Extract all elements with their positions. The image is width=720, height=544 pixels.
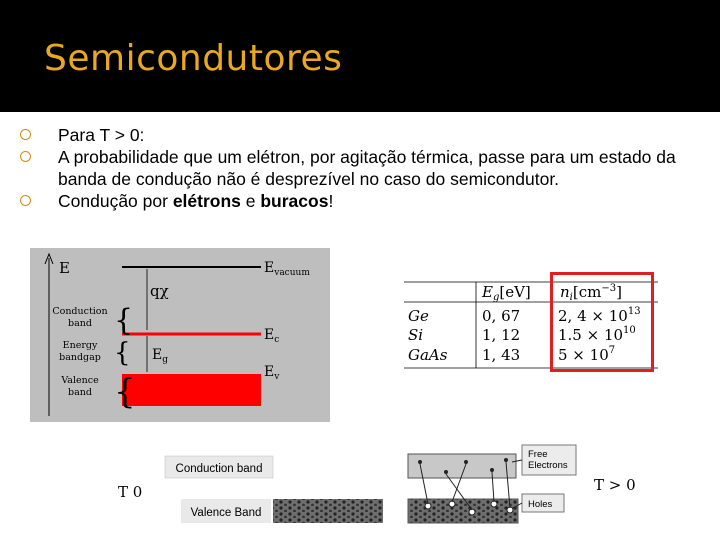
- bullet-text: Para T > 0:: [58, 125, 145, 145]
- bullet-ring-icon: [20, 151, 31, 162]
- eg-label: $E_g$: [152, 347, 168, 365]
- bullet-ring-icon: [20, 129, 31, 140]
- brace-icon: {: [114, 372, 136, 412]
- table-cell-eg: 0, 67: [482, 307, 521, 325]
- bullet-bold-holes: buracos: [260, 191, 329, 211]
- band-filling-svg: [0, 440, 720, 540]
- conduction-band-label: Conduction band: [175, 463, 263, 475]
- table-cell-ni: $1.5 \times 10^{10}$: [558, 325, 636, 344]
- bullet-item: [8, 146, 708, 190]
- valence-band-dotted-fill: [273, 499, 383, 523]
- free-electron-dot: [490, 468, 494, 472]
- title-bar: [0, 0, 720, 112]
- ni-highlight-box: [550, 272, 654, 372]
- bullet-ring-icon: [20, 195, 31, 206]
- free-electron-dot: [504, 458, 508, 462]
- evacuum-label: $E_{vacuum}$: [264, 260, 310, 278]
- bullet-text-suffix: !: [328, 191, 334, 211]
- qchi-label: qχ: [150, 282, 169, 300]
- bullet-text: A probabilidade que um elétron, por agitação térmica, passe para um estado da banda de condução não é desprezível no caso do semicondutor.: [58, 147, 676, 189]
- table-cell-ni: $5 \times 10^7$: [558, 345, 616, 364]
- energy-axis-label: E: [59, 259, 70, 277]
- brace-icon: {: [114, 303, 134, 338]
- table-cell-eg: 1, 43: [482, 346, 521, 364]
- slide-title: Semicondutores: [44, 38, 343, 79]
- table-cell-eg: 1, 12: [482, 326, 521, 344]
- band-diagram-svg: [30, 248, 330, 422]
- bullet-bold-electrons: elétrons: [172, 191, 241, 211]
- table-cell-material: GaAs: [408, 346, 448, 364]
- bullet-item: [8, 124, 708, 146]
- brace-icon: {: [114, 338, 131, 368]
- bullet-text-mid: e: [240, 191, 261, 211]
- free-electron-dot: [418, 460, 422, 464]
- tgt0-label: T > 0: [594, 476, 636, 494]
- energy-bandgap-label: Energy bandgap: [59, 340, 101, 363]
- valence-band-label: Valence band: [61, 375, 99, 398]
- ec-label: $E_c$: [264, 327, 280, 345]
- valence-band-fill: [122, 374, 261, 406]
- free-electrons-label: Free Electrons: [528, 449, 568, 471]
- header-eg: $E_g[eV]$: [482, 283, 531, 303]
- table-cell-material: Ge: [408, 307, 429, 325]
- free-electron-dot: [444, 470, 448, 474]
- table-cell-material: Si: [408, 326, 424, 344]
- free-electron-dot: [464, 460, 468, 464]
- header-ni: $n_i[cm^{-3}]$: [560, 283, 622, 303]
- valence-band-label: Valence Band: [190, 507, 262, 519]
- band-diagram: [30, 248, 330, 422]
- valence-band-dotted-fill-heated: [408, 499, 518, 523]
- bullet-text-prefix: Condução por: [58, 191, 173, 211]
- band-filling-diagram: [0, 440, 720, 540]
- ev-label: $E_v$: [264, 364, 280, 382]
- holes-label: Holes: [528, 499, 553, 510]
- table-cell-ni: 2, $4 \times 10^{13}$: [558, 306, 641, 325]
- bullet-list: [8, 124, 708, 212]
- t0-label: T 0: [118, 483, 143, 501]
- bullet-item: [8, 190, 708, 212]
- conduction-band-label: Conduction band: [52, 306, 108, 329]
